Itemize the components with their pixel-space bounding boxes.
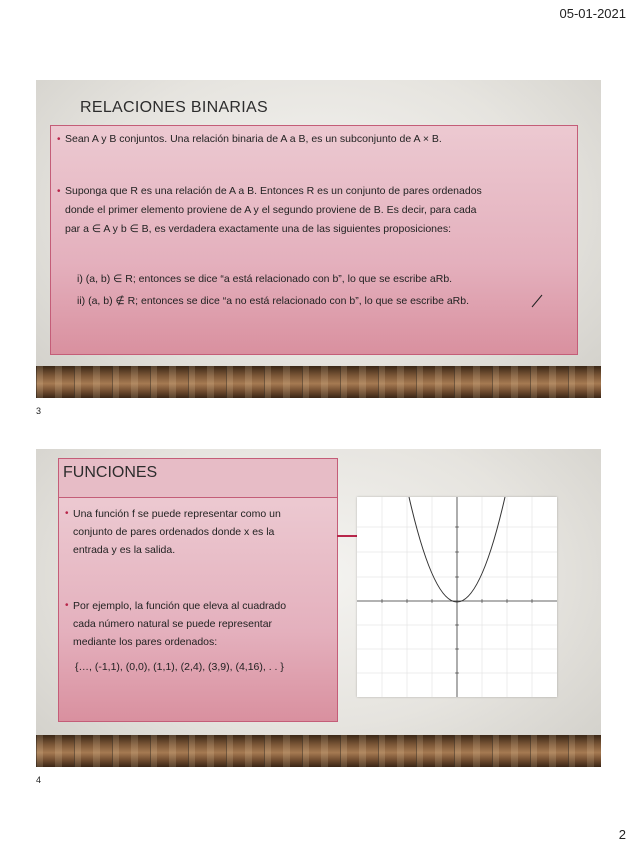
slide-number: 3 [36, 406, 42, 416]
bullet-marker: • [57, 186, 61, 197]
bullet-text-line: cada número natural se puede representar [73, 618, 273, 630]
bullet-text: Sean A y B conjuntos. Una relación binaria de A a B, es un subconjunto de A × B. [65, 133, 442, 145]
wood-floor [36, 366, 601, 398]
slide-title: RELACIONES BINARIAS [80, 99, 268, 116]
bullet-text-line: Una función f se puede representar como un [73, 508, 281, 520]
content-box [58, 497, 338, 722]
slide-title: FUNCIONES [63, 464, 158, 481]
bullet-text-line: Suponga que R es una relación de A a B. Entonces R es un conjunto de pares ordenados [65, 185, 482, 197]
bullet-text-line: donde el primer elemento proviene de A y el segundo proviene de B. Es decir, para cada [65, 204, 477, 216]
bullet-text-line: conjunto de pares ordenados donde x es la [73, 526, 275, 538]
negation-slash-icon [529, 293, 545, 309]
bullet-text-line: mediante los pares ordenados: [73, 636, 218, 648]
bullet-marker: • [57, 134, 61, 145]
proposition-item: ii) (a, b) ∉ R; entonces se dice “a no está relacionado con b”, lo que se escribe aRb. [77, 295, 470, 307]
connector-line [337, 535, 357, 537]
page-number: 2 [618, 827, 626, 842]
bullet-marker: • [65, 600, 69, 611]
title-box [58, 458, 338, 497]
bullet-text-line: par a ∈ A y b ∈ B, es verdadera exactamente una de las siguientes proposiciones: [65, 223, 452, 235]
content-box [50, 125, 578, 355]
slide-funciones [36, 449, 601, 767]
parabola-graph [357, 497, 557, 697]
bullet-marker: • [65, 508, 69, 519]
bullet-text-line: Por ejemplo, la función que eleva al cuadrado [73, 600, 287, 612]
ordered-pairs: {…, (-1,1), (0,0), (1,1), (2,4), (3,9), (4,16), . . } [75, 661, 284, 673]
wood-floor [36, 735, 601, 767]
slide-number: 4 [36, 775, 42, 785]
proposition-item: i) (a, b) ∈ R; entonces se dice “a está relacionado con b”, lo que se escribe aRb. [77, 273, 453, 285]
slide-relaciones-binarias [36, 80, 601, 398]
bullet-text-line: entrada y es la salida. [73, 544, 176, 556]
header-date: 05-01-2021 [559, 6, 626, 21]
